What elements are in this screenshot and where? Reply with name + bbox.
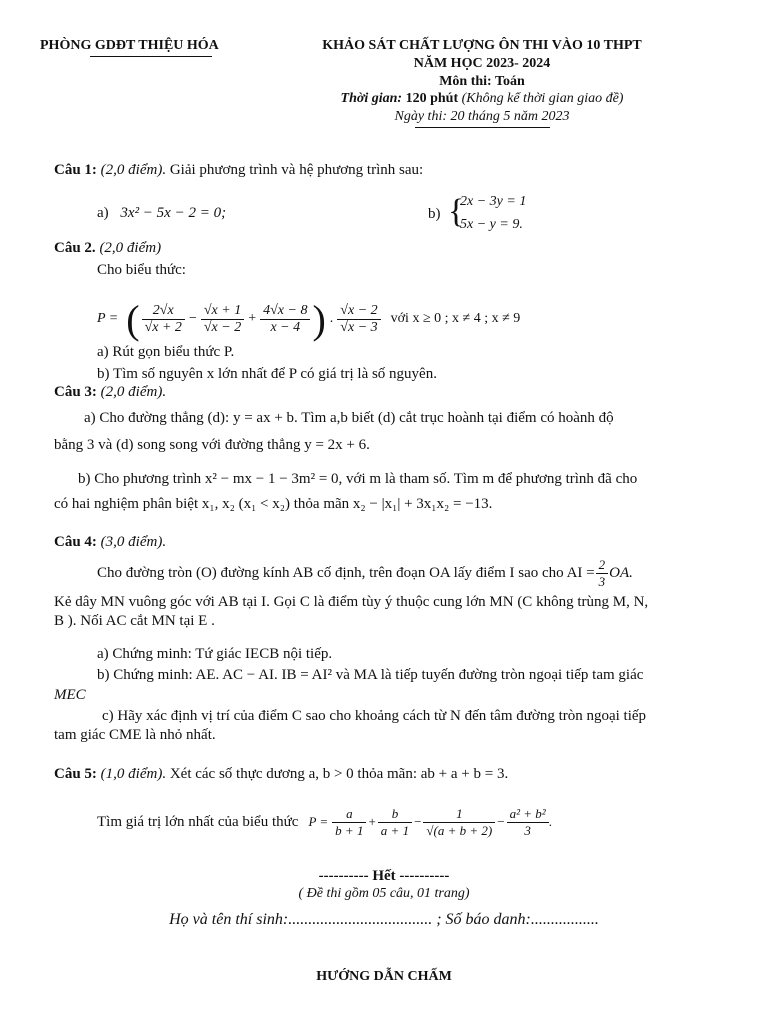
q4-line1-pre: Cho đường tròn (O) đường kính AB cố định, trên đoạn OA lấy điểm I sao cho AI = <box>97 564 595 581</box>
q4-line3: B ). Nối AC cắt MN tại E . <box>54 613 215 629</box>
education-office <box>40 38 219 54</box>
q3-heading <box>54 384 166 401</box>
q4-part-a: a) Chứng minh: Tứ giác IECB nội tiếp. <box>97 646 333 662</box>
q5-fraction-3: $\frac{1}{√(a + b + 2)}$ <box>423 806 495 839</box>
paren-close: ) <box>312 296 326 342</box>
q4-line2: Kẻ dây MN vuông góc với AB tại I. Gọi C là điểm tùy ý thuộc cung lớn MN (C không trùng M, N, <box>54 594 649 610</box>
paren-open: ( <box>126 296 140 342</box>
q5-text: Xét các số thực dương a, b > 0 thỏa mãn: ab + a + b = 3. <box>169 766 509 782</box>
q4-heading <box>54 534 166 551</box>
q2-fraction-2: $\frac{√x + 1}{√x - 2}$ <box>201 303 244 336</box>
q5-find-text: Tìm giá trị lớn nhất của biểu thức <box>97 813 299 830</box>
q2-intro: Cho biểu thức: <box>97 262 186 278</box>
q1-a-label: a) <box>97 205 109 221</box>
q4-label: Câu 4: <box>54 534 97 550</box>
q2-heading <box>54 240 161 257</box>
q2-fraction-4: $\frac{√x - 2}{√x - 3}$ <box>337 303 380 336</box>
system-brace: { <box>448 193 465 230</box>
q2-expression: P = ( $\frac{2√x}{√x + 2}$ − $\frac{√x + 1}{√x - 2}$ + $\frac{4√x - 8}{x - 4}$ ) . $\frac{√x - 2}{√x - 3}$ với x ≥ 0 ; x ≠ 4 ; x ≠ 9 <box>97 296 521 342</box>
school-year: NĂM HỌC 2023- 2024 <box>413 56 551 71</box>
q2-points: (2,0 điểm) <box>99 240 162 256</box>
q5-fraction-1: $\frac{a}{b + 1}$ <box>332 806 366 839</box>
page-note: ( Đề thi gồm 05 câu, 01 trang) <box>298 886 470 901</box>
q3-label: Câu 3: <box>54 384 97 400</box>
q4-part-b-line1: b) Chứng minh: AE. AC − AI. IB = AI² và MA là tiếp tuyến đường tròn ngoại tiếp tam giác <box>97 667 644 683</box>
q4-line1 <box>97 553 633 593</box>
q1-points: (2,0 điểm). <box>100 162 167 178</box>
subject: Môn thi: Toán <box>439 74 525 89</box>
q3-points: (2,0 điểm). <box>100 384 167 400</box>
q5-p-lhs: P = <box>308 814 329 829</box>
office-name: PHÒNG GDĐT THIỆU HÓA <box>40 38 219 53</box>
q2-label: Câu 2. <box>54 240 96 256</box>
q3-b-line2: có hai nghiệm phân biệt x₁, x₂ (x₁ < x₂) thỏa mãn x₂ − |x₁| + 3x₁x₂ = −13. <box>54 496 493 512</box>
q1-a-equation: 3x² − 5x − 2 = 0; <box>120 205 227 221</box>
q5-fraction-2: $\frac{b}{a + 1}$ <box>378 806 412 839</box>
q3-a-line2: bằng 3 và (d) song song với đường thẳng y = 2x + 6. <box>54 437 370 453</box>
q1-b-eq1: 2x − 3y = 1 <box>460 194 527 209</box>
candidate-info: Họ và tên thí sinh:.................................... ; Số báo danh:................. <box>169 911 599 928</box>
exam-title: KHẢO SÁT CHẤT LƯỢNG ÔN THI VÀO 10 THPT <box>322 38 642 53</box>
q2-part-a: a) Rút gọn biểu thức P. <box>97 344 235 360</box>
q1-label: Câu 1: <box>54 162 97 178</box>
time-note: (Không kể thời gian giao đề) <box>461 91 624 106</box>
exam-date: Ngày thi: 20 tháng 5 năm 2023 <box>394 109 570 124</box>
q4-part-b-line2: MEC <box>54 687 86 703</box>
q5-expression: Tìm giá trị lớn nhất của biểu thức P = $\frac{a}{b + 1}$ + $\frac{b}{a + 1}$ − $\frac{1}{√(a + b + 2)}$ − $\frac{\text{a² + b²}}{3}$ . <box>97 805 552 838</box>
q4-line1-post: OA. <box>609 564 633 581</box>
q5-points: (1,0 điểm). <box>100 766 167 782</box>
q3-a-line1: a) Cho đường thẳng (d): y = ax + b. Tìm a,b biết (d) cắt trục hoành tại điểm có hoành độ <box>84 410 614 426</box>
q4-points: (3,0 điểm). <box>100 534 167 550</box>
time-label: Thời gian: <box>340 91 403 106</box>
office-underline <box>90 56 212 57</box>
q1-heading <box>54 162 423 179</box>
grading-guide-title: HƯỚNG DẪN CHẤM <box>316 969 452 984</box>
q5-label: Câu 5: <box>54 766 97 782</box>
q1-b-label: b) <box>428 206 441 222</box>
q2-p-lhs: P = <box>97 311 119 326</box>
q4-part-c-line1: c) Hãy xác định vị trí của điểm C sao cho khoảng cách từ N đến tâm đường tròn ngoại tiếp <box>102 708 647 724</box>
q2-fraction-3: $\frac{4√x - 8}{x - 4}$ <box>260 303 310 336</box>
time-value: 120 phút <box>405 91 459 106</box>
q1-part-a <box>97 205 226 222</box>
q2-fraction-1: $\frac{2√x}{√x + 2}$ <box>142 303 185 336</box>
q4-ratio: $\frac{2}{3}$ <box>596 557 609 590</box>
q3-b-line1: b) Cho phương trình x² − mx − 1 − 3m² = 0, với m là tham số. Tìm m để phương trình đã cho <box>78 471 638 487</box>
date-underline <box>415 127 550 128</box>
q1-b-eq2: 5x − y = 9. <box>460 217 523 232</box>
time-line <box>292 91 672 107</box>
q5-heading <box>54 766 508 783</box>
end-marker: ---------- Hết ---------- <box>318 868 450 884</box>
q2-condition: với x ≥ 0 ; x ≠ 4 ; x ≠ 9 <box>390 311 521 326</box>
q2-part-b: b) Tìm số nguyên x lớn nhất để P có giá trị là số nguyên. <box>97 366 437 382</box>
q4-part-c-line2: tam giác CME là nhỏ nhất. <box>54 727 216 743</box>
q1-text: Giải phương trình và hệ phương trình sau: <box>169 162 424 178</box>
q5-fraction-4: $\frac{\text{a² + b²}}{3}$ <box>507 806 549 839</box>
